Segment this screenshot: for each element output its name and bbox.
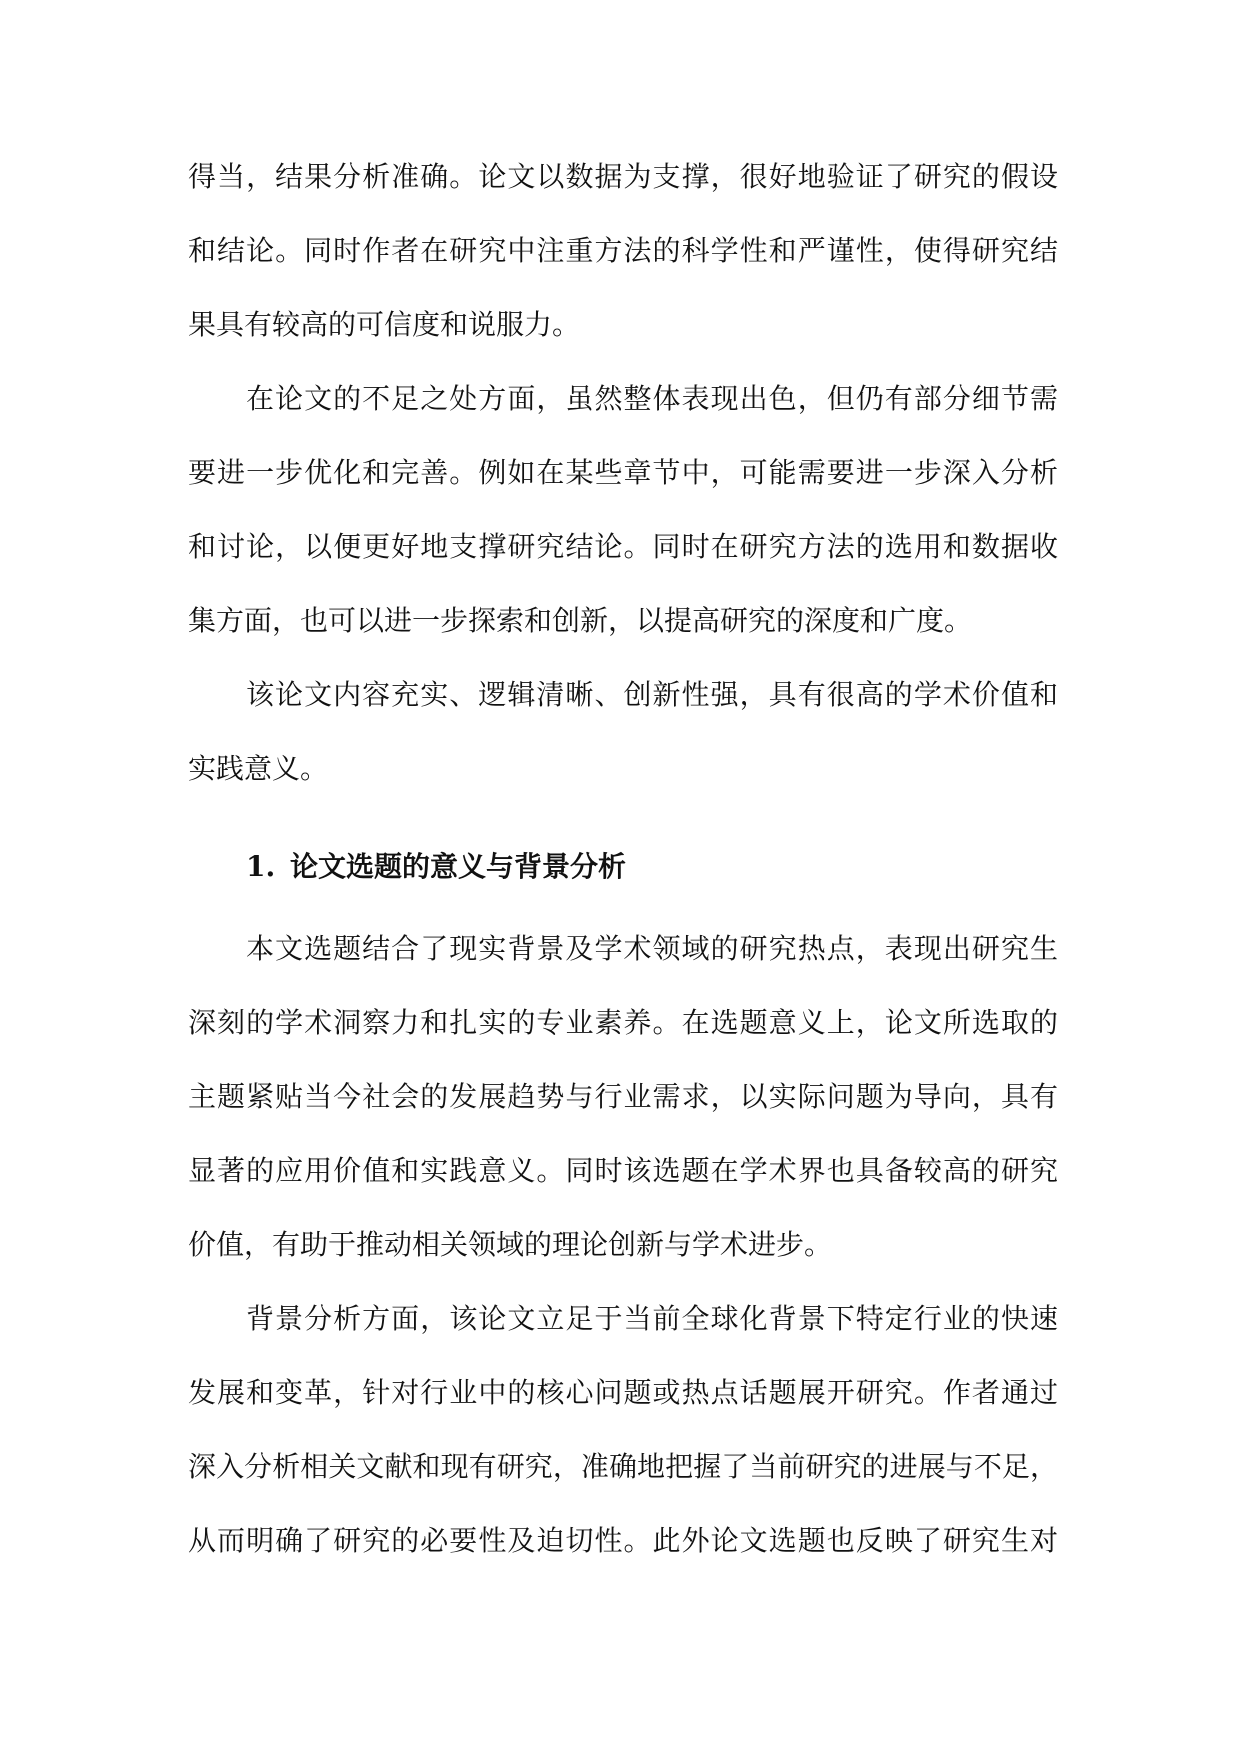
text-line: 从而明确了研究的必要性及迫切性。此外论文选题也反映了研究生对 [188,1524,1058,1557]
page-content [188,140,1058,1578]
text-line: 和结论。同时作者在研究中注重方法的科学性和严谨性，使得研究结 [188,234,1058,267]
text-line: 和讨论，以便更好地支撑研究结论。同时在研究方法的选用和数据收 [188,530,1058,563]
text-line: 果具有较高的可信度和说服力。 [188,308,581,341]
paragraph-1 [188,140,1058,362]
section-title: 论文选题的意义与背景分析 [290,850,627,883]
text-line: 主题紧贴当今社会的发展趋势与行业需求，以实际问题为导向，具有 [188,1080,1058,1113]
section-paragraph-2 [188,1282,1058,1578]
section-gap [188,806,1058,822]
text-line: 背景分析方面，该论文立足于当前全球化背景下特定行业的快速 [246,1302,1058,1335]
text-line: 集方面，也可以进一步探索和创新，以提高研究的深度和广度。 [188,604,973,637]
text-line: 显著的应用价值和实践意义。同时该选题在学术界也具备较高的研究 [188,1154,1058,1187]
section-heading [188,822,1058,912]
text-line: 该论文内容充实、逻辑清晰、创新性强，具有很高的学术价值和 [246,678,1058,711]
text-line: 在论文的不足之处方面，虽然整体表现出色，但仍有部分细节需 [246,382,1058,415]
text-line: 价值，有助于推动相关领域的理论创新与学术进步。 [188,1228,833,1261]
text-line: 得当，结果分析准确。论文以数据为支撑，很好地验证了研究的假设 [188,160,1058,193]
text-line: 本文选题结合了现实背景及学术领域的研究热点，表现出研究生 [246,932,1058,965]
text-line: 深刻的学术洞察力和扎实的专业素养。在选题意义上，论文所选取的 [188,1006,1058,1039]
text-line: 深入分析相关文献和现有研究，准确地把握了当前研究的进展与不足， [188,1450,1058,1483]
paragraph-2 [188,362,1058,658]
section-paragraph-1 [188,912,1058,1282]
text-line: 要进一步优化和完善。例如在某些章节中，可能需要进一步深入分析 [188,456,1058,489]
text-line: 发展和变革，针对行业中的核心问题或热点话题展开研究。作者通过 [188,1376,1058,1409]
paragraph-3 [188,658,1058,806]
section-number: 1. [246,850,276,883]
text-line: 实践意义。 [188,752,329,785]
